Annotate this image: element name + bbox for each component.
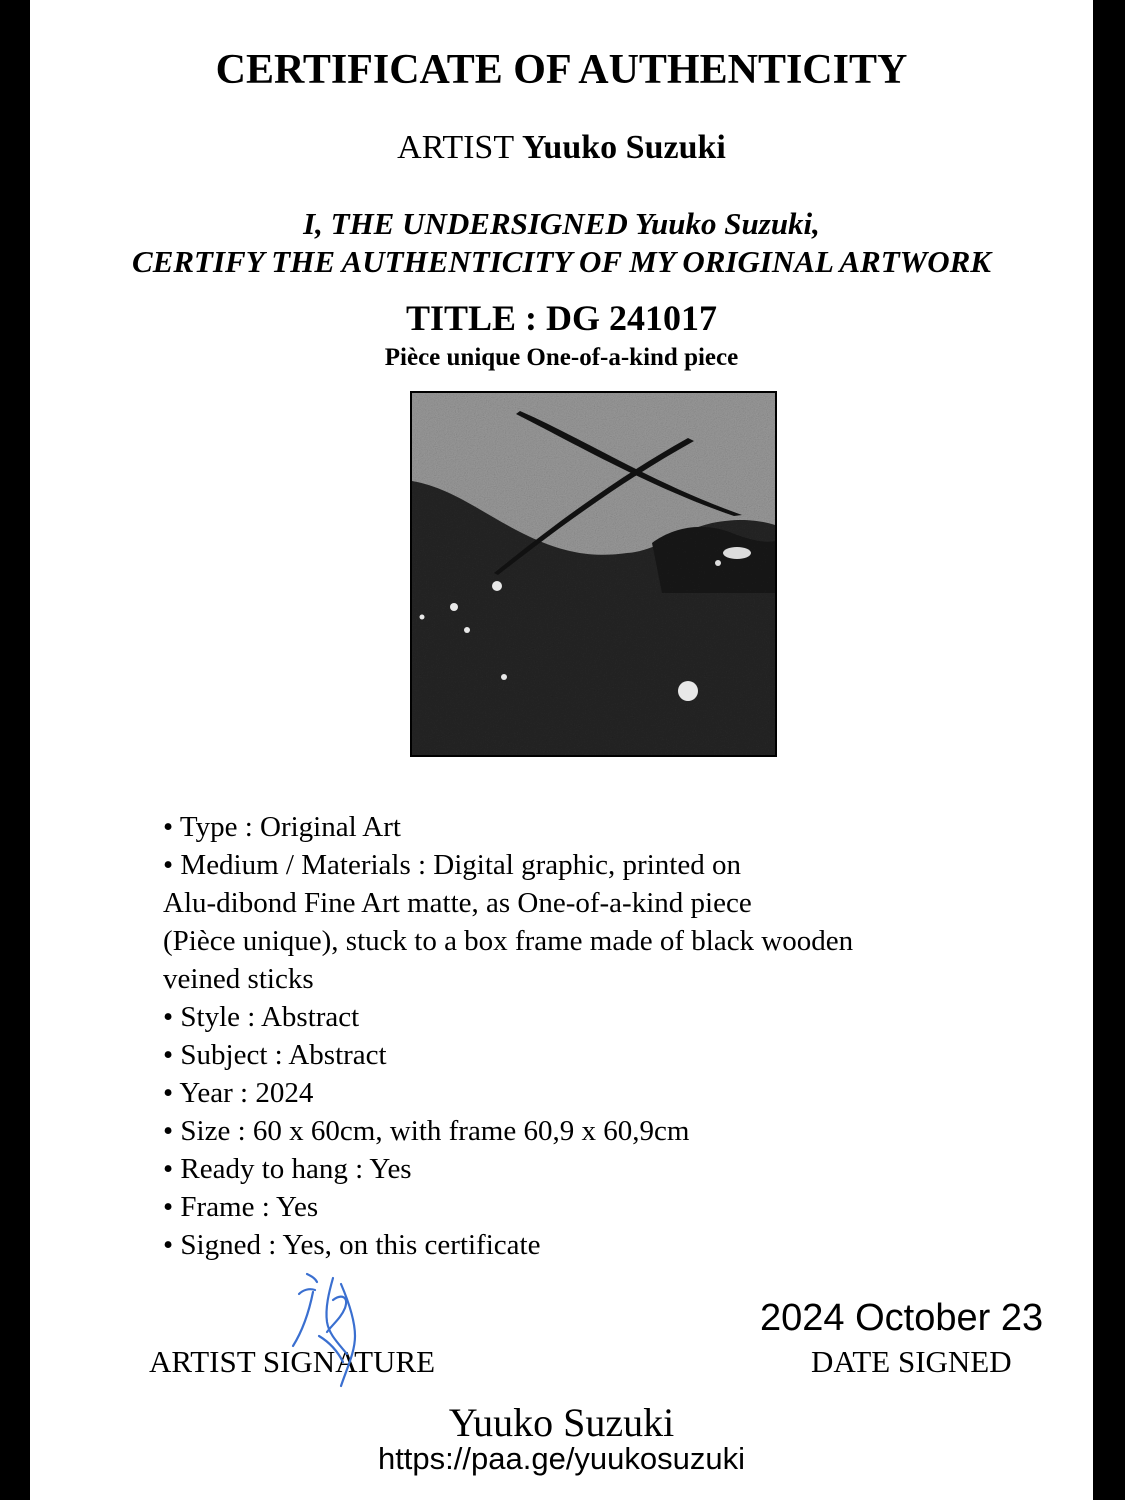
footer-artist-name: Yuuko Suzuki (448, 1400, 675, 1445)
statement-line-1: I, THE UNDERSIGNED Yuuko Suzuki, (303, 206, 820, 241)
detail-size: • Size : 60 x 60cm, with frame 60,9 x 60,9cm (163, 1115, 690, 1147)
detail-type: • Type : Original Art (163, 811, 401, 843)
artist-signature-label: ARTIST SIGNATURE (149, 1344, 436, 1379)
date-signed-label: DATE SIGNED (811, 1344, 1012, 1379)
certificate-sheet (30, 0, 1093, 1500)
detail-medium-cont-2: (Pièce unique), stuck to a box frame made of black wooden (163, 925, 854, 957)
artist-name: Yuuko Suzuki (522, 129, 726, 166)
certification-statement (30, 205, 1093, 281)
artist-line (30, 128, 1093, 168)
artwork-details-list (163, 808, 983, 1264)
artwork-subtitle: Pièce unique One-of-a-kind piece (384, 344, 739, 371)
certificate-title: CERTIFICATE OF AUTHENTICITY (215, 47, 908, 93)
detail-medium-cont-1: Alu-dibond Fine Art matte, as One-of-a-kind piece (163, 887, 752, 919)
statement-line-2: CERTIFY THE AUTHENTICITY OF MY ORIGINAL ARTWORK (132, 244, 991, 279)
detail-style: • Style : Abstract (163, 1001, 360, 1033)
detail-signed: • Signed : Yes, on this certificate (163, 1229, 541, 1261)
artwork-title: TITLE : DG 241017 (405, 298, 718, 338)
detail-medium: • Medium / Materials : Digital graphic, printed on (163, 849, 741, 881)
artwork-image (410, 391, 777, 757)
handwritten-signature-icon (285, 1272, 405, 1392)
detail-ready-to-hang: • Ready to hang : Yes (163, 1153, 412, 1185)
artist-prefix: ARTIST (397, 129, 514, 166)
detail-year: • Year : 2024 (163, 1077, 314, 1109)
detail-subject: • Subject : Abstract (163, 1039, 387, 1071)
footer-url-link[interactable]: https://paa.ge/yuukosuzuki (377, 1441, 746, 1476)
detail-frame: • Frame : Yes (163, 1191, 319, 1223)
detail-medium-cont-3: veined sticks (163, 963, 314, 995)
abstract-artwork-icon (412, 393, 775, 755)
date-signed-value: 2024 October 23 (760, 1297, 1044, 1339)
